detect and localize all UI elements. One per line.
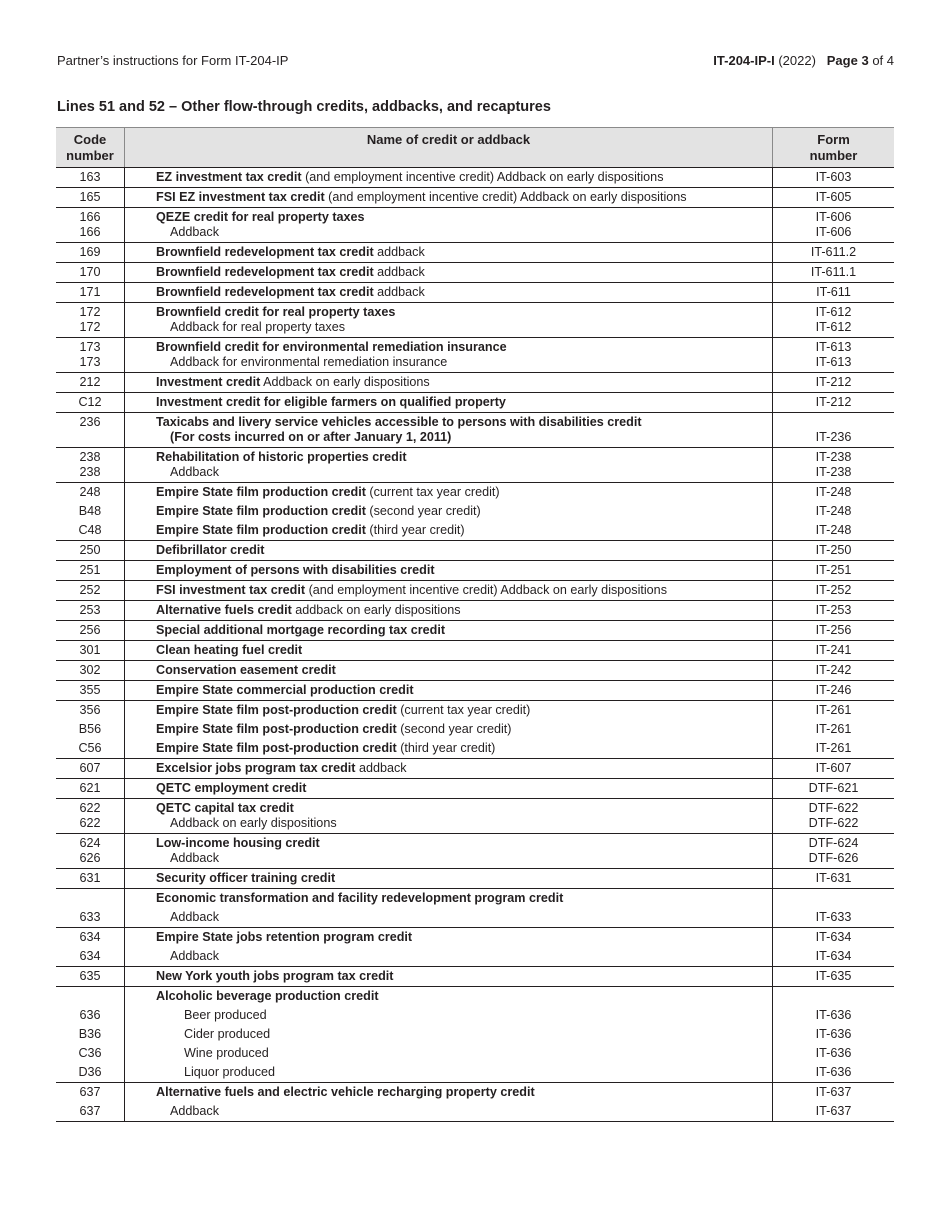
name-cell bbox=[125, 581, 773, 601]
name-cell bbox=[125, 779, 773, 799]
page-of: of 4 bbox=[872, 53, 894, 68]
code-number: 250 bbox=[79, 543, 101, 557]
table-row bbox=[56, 541, 894, 561]
form-cell bbox=[773, 561, 895, 581]
table-row bbox=[56, 701, 894, 759]
code-number: B48 bbox=[78, 504, 102, 518]
table-row bbox=[56, 681, 894, 701]
code-number: 624 bbox=[79, 836, 101, 850]
code-cell bbox=[56, 834, 125, 869]
name-cell bbox=[125, 601, 773, 621]
code-number bbox=[59, 891, 121, 906]
form-number: DTF-622 bbox=[808, 816, 859, 830]
code-cell bbox=[56, 869, 125, 889]
code-cell bbox=[56, 208, 125, 243]
name-cell bbox=[125, 681, 773, 701]
form-number: IT-253 bbox=[815, 603, 852, 617]
name-cell bbox=[125, 483, 773, 541]
credit-name: Wine produced bbox=[184, 1046, 269, 1060]
code-number: 173 bbox=[79, 355, 101, 369]
name-cell bbox=[125, 1083, 773, 1122]
credit-name: QEZE credit for real property taxes bbox=[156, 210, 365, 224]
form-number: IT-248 bbox=[815, 523, 852, 537]
table-row bbox=[56, 641, 894, 661]
table-header-row bbox=[56, 128, 894, 168]
name-cell bbox=[125, 168, 773, 188]
form-number: IT-631 bbox=[815, 871, 852, 885]
name-cell bbox=[125, 393, 773, 413]
credit-name: Security officer training credit bbox=[156, 871, 336, 885]
code-number: 356 bbox=[79, 703, 101, 717]
code-number: 172 bbox=[79, 320, 101, 334]
form-cell bbox=[773, 448, 895, 483]
form-number: IT-637 bbox=[815, 1104, 852, 1118]
code-number: 634 bbox=[79, 949, 101, 963]
form-cell bbox=[773, 373, 895, 393]
credit-name: Investment credit Addback on early dispositions bbox=[156, 375, 430, 389]
form-number: IT-241 bbox=[815, 643, 852, 657]
name-cell bbox=[125, 263, 773, 283]
credit-name: Addback bbox=[170, 851, 220, 865]
table-row bbox=[56, 448, 894, 483]
name-cell bbox=[125, 541, 773, 561]
form-number: IT-261 bbox=[815, 722, 852, 736]
code-cell bbox=[56, 283, 125, 303]
code-cell bbox=[56, 779, 125, 799]
form-cell bbox=[773, 263, 895, 283]
form-number: IT-636 bbox=[815, 1046, 852, 1060]
form-cell bbox=[773, 303, 895, 338]
name-cell bbox=[125, 967, 773, 987]
credit-name: Addback bbox=[170, 910, 220, 924]
name-cell bbox=[125, 188, 773, 208]
credit-name: Addback for environmental remediation insurance bbox=[170, 355, 448, 369]
table-row bbox=[56, 208, 894, 243]
form-cell bbox=[773, 641, 895, 661]
col-header-code-l1: Code bbox=[73, 132, 107, 147]
form-number: IT-252 bbox=[815, 583, 852, 597]
name-cell bbox=[125, 283, 773, 303]
form-cell bbox=[773, 967, 895, 987]
form-number: DTF-622 bbox=[808, 801, 859, 815]
table-row bbox=[56, 483, 894, 541]
form-number: IT-606 bbox=[815, 210, 852, 224]
credit-name: Liquor produced bbox=[184, 1065, 276, 1079]
code-cell bbox=[56, 661, 125, 681]
code-number: 302 bbox=[79, 663, 101, 677]
credit-name: Brownfield redevelopment tax credit addback bbox=[156, 285, 425, 299]
form-number: IT-261 bbox=[815, 741, 852, 755]
form-year: (2022) bbox=[778, 53, 816, 68]
code-number: 256 bbox=[79, 623, 101, 637]
form-cell bbox=[773, 987, 895, 1083]
form-cell bbox=[773, 393, 895, 413]
code-cell bbox=[56, 541, 125, 561]
form-cell bbox=[773, 338, 895, 373]
code-number: 238 bbox=[79, 450, 101, 464]
credit-name: EZ investment tax credit (and employment incentive credit) Addback on early dispositions bbox=[156, 170, 664, 184]
credit-name: Brownfield credit for real property taxes bbox=[156, 305, 396, 319]
table-row bbox=[56, 799, 894, 834]
form-number: IT-634 bbox=[815, 930, 852, 944]
form-number: IT-613 bbox=[815, 340, 852, 354]
code-number: 634 bbox=[79, 930, 101, 944]
credit-name: Empire State jobs retention program credit bbox=[156, 930, 413, 944]
table-row bbox=[56, 779, 894, 799]
code-cell bbox=[56, 338, 125, 373]
credit-name: Low-income housing credit bbox=[156, 836, 320, 850]
credit-name: Addback on early dispositions bbox=[170, 816, 337, 830]
name-cell bbox=[125, 373, 773, 393]
credit-name: Brownfield credit for environmental remediation insurance bbox=[156, 340, 507, 354]
credit-name: New York youth jobs program tax credit bbox=[156, 969, 394, 983]
table-row bbox=[56, 869, 894, 889]
form-number: IT-212 bbox=[815, 395, 852, 409]
form-cell bbox=[773, 483, 895, 541]
code-number bbox=[59, 989, 121, 1004]
code-cell bbox=[56, 168, 125, 188]
credit-name: Brownfield redevelopment tax credit addback bbox=[156, 245, 425, 259]
credit-name: Alternative fuels credit addback on early dispositions bbox=[156, 603, 461, 617]
code-number: B56 bbox=[78, 722, 102, 736]
form-cell bbox=[773, 581, 895, 601]
table-row bbox=[56, 967, 894, 987]
table-row bbox=[56, 759, 894, 779]
name-cell bbox=[125, 561, 773, 581]
form-number: IT-248 bbox=[815, 504, 852, 518]
credit-name: Clean heating fuel credit bbox=[156, 643, 303, 657]
credit-name: Alcoholic beverage production credit bbox=[156, 989, 379, 1003]
name-cell bbox=[125, 869, 773, 889]
table-row bbox=[56, 889, 894, 928]
credit-name: FSI investment tax credit (and employment incentive credit) Addback on early dispositions bbox=[156, 583, 667, 597]
code-number: 635 bbox=[79, 969, 101, 983]
code-cell bbox=[56, 799, 125, 834]
form-cell bbox=[773, 601, 895, 621]
form-cell bbox=[773, 799, 895, 834]
code-number: 236 bbox=[79, 415, 101, 429]
table-row bbox=[56, 413, 894, 448]
form-cell bbox=[773, 759, 895, 779]
code-number: 631 bbox=[79, 871, 101, 885]
running-header-page bbox=[713, 53, 894, 68]
code-number: 607 bbox=[79, 761, 101, 775]
form-number: IT-250 bbox=[815, 543, 852, 557]
col-header-form-l2: number bbox=[809, 148, 858, 163]
form-number: IT-256 bbox=[815, 623, 852, 637]
credit-name: Cider produced bbox=[184, 1027, 271, 1041]
code-cell bbox=[56, 681, 125, 701]
form-number: DTF-626 bbox=[808, 851, 859, 865]
code-cell bbox=[56, 967, 125, 987]
code-cell bbox=[56, 243, 125, 263]
table-row bbox=[56, 601, 894, 621]
credit-name: Taxicabs and livery service vehicles accessible to persons with disabilities credit bbox=[156, 415, 642, 429]
form-number: IT-636 bbox=[815, 1027, 852, 1041]
code-number: 251 bbox=[79, 563, 101, 577]
name-cell bbox=[125, 621, 773, 641]
code-cell bbox=[56, 483, 125, 541]
code-cell bbox=[56, 601, 125, 621]
table-row bbox=[56, 283, 894, 303]
col-header-code-l2: number bbox=[66, 148, 114, 163]
form-cell bbox=[773, 243, 895, 263]
form-number: IT-611 bbox=[816, 285, 851, 299]
code-number: 248 bbox=[79, 485, 101, 499]
form-number: IT-633 bbox=[815, 910, 852, 924]
code-number: 170 bbox=[79, 265, 101, 279]
code-cell bbox=[56, 561, 125, 581]
name-cell bbox=[125, 928, 773, 967]
credit-name: Empire State film post-production credit (current tax year credit) bbox=[156, 703, 531, 717]
table-row bbox=[56, 581, 894, 601]
name-cell bbox=[125, 208, 773, 243]
form-cell bbox=[773, 283, 895, 303]
form-number: IT-636 bbox=[815, 1065, 852, 1079]
table-row bbox=[56, 338, 894, 373]
table-row bbox=[56, 561, 894, 581]
form-number: DTF-621 bbox=[808, 781, 859, 795]
form-number bbox=[776, 415, 891, 430]
table-row bbox=[56, 393, 894, 413]
credit-name: Empire State film post-production credit (second year credit) bbox=[156, 722, 512, 736]
code-cell bbox=[56, 413, 125, 448]
form-number: IT-607 bbox=[815, 761, 852, 775]
code-number: 636 bbox=[79, 1008, 101, 1022]
form-number: IT-603 bbox=[815, 170, 852, 184]
credit-name: FSI EZ investment tax credit (and employment incentive credit) Addback on early dispositions bbox=[156, 190, 687, 204]
table-row bbox=[56, 1083, 894, 1122]
name-cell bbox=[125, 641, 773, 661]
code-cell bbox=[56, 303, 125, 338]
name-cell bbox=[125, 834, 773, 869]
page-label: Page 3 bbox=[826, 53, 869, 68]
form-number: IT-246 bbox=[815, 683, 852, 697]
code-cell bbox=[56, 759, 125, 779]
table-row bbox=[56, 928, 894, 967]
code-cell bbox=[56, 928, 125, 967]
form-number: IT-636 bbox=[815, 1008, 852, 1022]
table-row bbox=[56, 188, 894, 208]
table-row bbox=[56, 373, 894, 393]
form-number: IT-612 bbox=[815, 320, 852, 334]
form-number: IT-635 bbox=[815, 969, 852, 983]
credit-name: Rehabilitation of historic properties credit bbox=[156, 450, 407, 464]
form-number: IT-238 bbox=[815, 450, 852, 464]
name-cell bbox=[125, 889, 773, 928]
form-number: IT-251 bbox=[815, 563, 852, 577]
form-cell bbox=[773, 869, 895, 889]
credit-name: Investment credit for eligible farmers on qualified property bbox=[156, 395, 506, 409]
table-row bbox=[56, 987, 894, 1083]
code-number: 166 bbox=[79, 225, 101, 239]
name-cell bbox=[125, 799, 773, 834]
table-row bbox=[56, 263, 894, 283]
running-header-title: Partner’s instructions for Form IT-204-IP bbox=[57, 53, 289, 68]
credit-name: QETC capital tax credit bbox=[156, 801, 294, 815]
code-number: 637 bbox=[79, 1104, 101, 1118]
table-row bbox=[56, 168, 894, 188]
code-number: 626 bbox=[79, 851, 101, 865]
form-cell bbox=[773, 834, 895, 869]
code-number: 622 bbox=[79, 816, 101, 830]
credit-name: Brownfield redevelopment tax credit addback bbox=[156, 265, 425, 279]
table-row bbox=[56, 834, 894, 869]
form-number: IT-261 bbox=[815, 703, 852, 717]
code-cell bbox=[56, 393, 125, 413]
form-cell bbox=[773, 188, 895, 208]
code-cell bbox=[56, 1083, 125, 1122]
table-row bbox=[56, 621, 894, 641]
code-number: B36 bbox=[78, 1027, 102, 1041]
name-cell bbox=[125, 759, 773, 779]
form-number bbox=[776, 989, 891, 1004]
name-cell bbox=[125, 413, 773, 448]
code-cell bbox=[56, 987, 125, 1083]
credit-name: Employment of persons with disabilities credit bbox=[156, 563, 435, 577]
name-cell bbox=[125, 338, 773, 373]
code-number: 173 bbox=[79, 340, 101, 354]
credit-name: Addback bbox=[170, 225, 220, 239]
code-cell bbox=[56, 263, 125, 283]
code-cell bbox=[56, 448, 125, 483]
code-number: 166 bbox=[79, 210, 101, 224]
code-number: C36 bbox=[78, 1046, 102, 1060]
form-cell bbox=[773, 413, 895, 448]
code-cell bbox=[56, 641, 125, 661]
form-cell bbox=[773, 168, 895, 188]
code-number: 252 bbox=[79, 583, 101, 597]
code-number: 621 bbox=[79, 781, 101, 795]
code-number: C48 bbox=[78, 523, 102, 537]
code-number: 165 bbox=[79, 190, 101, 204]
credit-name: Alternative fuels and electric vehicle recharging property credit bbox=[156, 1085, 535, 1099]
form-number bbox=[776, 891, 891, 906]
code-number: 253 bbox=[79, 603, 101, 617]
form-cell bbox=[773, 779, 895, 799]
table-row bbox=[56, 243, 894, 263]
form-cell bbox=[773, 208, 895, 243]
code-number: 355 bbox=[79, 683, 101, 697]
table-row bbox=[56, 303, 894, 338]
name-cell bbox=[125, 987, 773, 1083]
form-cell bbox=[773, 661, 895, 681]
form-cell bbox=[773, 928, 895, 967]
code-cell bbox=[56, 373, 125, 393]
name-cell bbox=[125, 661, 773, 681]
col-header-code bbox=[56, 128, 125, 168]
form-cell bbox=[773, 621, 895, 641]
credit-name: Empire State commercial production credit bbox=[156, 683, 414, 697]
credit-name: Economic transformation and facility redevelopment program credit bbox=[156, 891, 564, 905]
code-number: 301 bbox=[79, 643, 101, 657]
code-cell bbox=[56, 581, 125, 601]
code-number: 169 bbox=[79, 245, 101, 259]
code-number: 238 bbox=[79, 465, 101, 479]
credits-table bbox=[56, 127, 894, 1122]
form-number: IT-248 bbox=[815, 485, 852, 499]
credit-name: Defibrillator credit bbox=[156, 543, 265, 557]
form-number: IT-238 bbox=[815, 465, 852, 479]
code-number: 633 bbox=[79, 910, 101, 924]
form-cell bbox=[773, 889, 895, 928]
name-cell bbox=[125, 243, 773, 263]
table-row bbox=[56, 661, 894, 681]
credit-name: Addback bbox=[170, 465, 220, 479]
code-number: C12 bbox=[78, 395, 102, 409]
credit-name: Conservation easement credit bbox=[156, 663, 336, 677]
credit-name: QETC employment credit bbox=[156, 781, 307, 795]
form-id: IT-204-IP-I bbox=[713, 53, 775, 68]
form-number: IT-613 bbox=[815, 355, 852, 369]
form-number: IT-236 bbox=[815, 430, 852, 444]
credit-name: Empire State film production credit (current tax year credit) bbox=[156, 485, 500, 499]
code-number: 637 bbox=[79, 1085, 101, 1099]
code-cell bbox=[56, 889, 125, 928]
code-number bbox=[59, 430, 121, 445]
code-number: 172 bbox=[79, 305, 101, 319]
form-cell bbox=[773, 1083, 895, 1122]
code-cell bbox=[56, 701, 125, 759]
form-number: IT-606 bbox=[815, 225, 852, 239]
credit-name: Excelsior jobs program tax credit addback bbox=[156, 761, 407, 775]
form-number: IT-242 bbox=[815, 663, 852, 677]
credit-name: Addback bbox=[170, 949, 220, 963]
code-number: C56 bbox=[78, 741, 102, 755]
col-header-form bbox=[773, 128, 895, 168]
name-cell bbox=[125, 701, 773, 759]
form-number: IT-612 bbox=[815, 305, 852, 319]
name-cell bbox=[125, 448, 773, 483]
form-cell bbox=[773, 541, 895, 561]
credit-name: (For costs incurred on or after January 1, 2011) bbox=[170, 430, 452, 444]
form-number: IT-634 bbox=[815, 949, 852, 963]
form-cell bbox=[773, 681, 895, 701]
table-body bbox=[56, 168, 894, 1122]
code-number: 622 bbox=[79, 801, 101, 815]
code-cell bbox=[56, 188, 125, 208]
form-number: IT-605 bbox=[815, 190, 852, 204]
code-number: 212 bbox=[79, 375, 101, 389]
code-number: 171 bbox=[79, 285, 101, 299]
credit-name: Addback bbox=[170, 1104, 220, 1118]
col-header-name: Name of credit or addback bbox=[125, 128, 773, 168]
credit-name: Addback for real property taxes bbox=[170, 320, 346, 334]
form-number: IT-212 bbox=[815, 375, 852, 389]
code-number: 163 bbox=[79, 170, 101, 184]
credit-name: Empire State film production credit (third year credit) bbox=[156, 523, 465, 537]
credit-name: Special additional mortgage recording tax credit bbox=[156, 623, 446, 637]
form-number: DTF-624 bbox=[808, 836, 859, 850]
section-title: Lines 51 and 52 – Other flow-through credits, addbacks, and recaptures bbox=[57, 99, 551, 115]
code-number: D36 bbox=[78, 1065, 102, 1079]
form-number: IT-611.1 bbox=[810, 265, 857, 279]
form-cell bbox=[773, 701, 895, 759]
code-cell bbox=[56, 621, 125, 641]
form-number: IT-611.2 bbox=[810, 245, 857, 259]
credit-name: Empire State film post-production credit (third year credit) bbox=[156, 741, 496, 755]
form-number: IT-637 bbox=[815, 1085, 852, 1099]
name-cell bbox=[125, 303, 773, 338]
col-header-form-l1: Form bbox=[817, 132, 850, 147]
credit-name: Empire State film production credit (second year credit) bbox=[156, 504, 481, 518]
credit-name: Beer produced bbox=[184, 1008, 267, 1022]
